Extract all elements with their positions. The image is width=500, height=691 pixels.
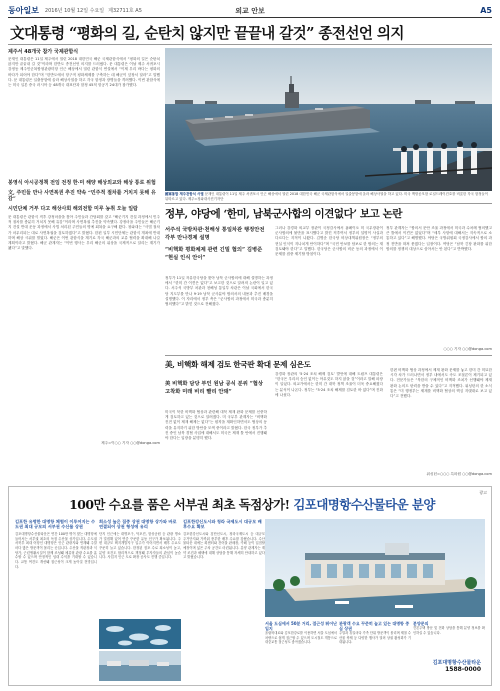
- ad-brand: 김포대명항수산물타운: [432, 660, 481, 666]
- lead-subhead-1: 봉영식 아시공정책 전임 전정 한·미 해양 해상외교와 해상 통로 위험: [8, 180, 156, 186]
- lead-body-2: 문 대통령은 관함식 직후 강정마을을 찾아 주민들과 간담회를 갖고 “해군기지 건설 과정에서 민주적 절차를 충분히 거치지 못해 유감”이라며 사면복권 추진을 약속했다. 강정마을 주민들은 해군기지 건설 반대 운동 과정에서 사법 처리된 주민들의 명예 회복을 요구해 왔다. 청와대는 “사법 절차가 마무리되는 대로 사면복권을 검토하겠다”고 밝혔다. 한편 일부 시민단체는 관함식 개최에 반대하며 해상 시위를 벌였다. 해군은 이번 관함식을 계기로 각국 해군과의 교류 협력을 확대해 나갈 계획이라고 밝혔다. 해군 관계자는 “이번 행사는 우리 해군의 위상을 국제적으로 알리는 계기가 됐다”고 말했다.: [8, 215, 160, 251]
- lead-article: [8, 48, 160, 447]
- story2-col-2: [275, 226, 383, 352]
- story3-side: [390, 368, 492, 480]
- ad-box-3: [413, 621, 485, 657]
- harbor-image: [99, 651, 181, 681]
- story2-deck-1: 서주석 국방차관·천해성 통일차관 행정안전 각부 만나경제 설명: [165, 227, 265, 241]
- story3-headline: 美, 비핵화 해제 검토 한국판 확대 문제 심은도: [165, 360, 311, 369]
- story2-headline: 정부, 야당에 ‘한미, 남북군사합의 이견없다’ 보고 논란: [165, 208, 403, 220]
- section-label: 외교 안보: [235, 6, 265, 15]
- issue-date: 2016년 10월 12일 수요일: [44, 8, 105, 14]
- story2-body-1: 정부가 11일 자유한국당을 찾아 남북 군사합의에 대해 설명하는 과정에서 “한미 간 이견은 없다”고 보고한 것으로 알려져 논란이 일고 있다. 서주석 국방부 차관과 천해성 통일부 차관은 이날 국회에서 한국당 지도부를 만나 9·19 남북 군사분야 합의서의 내용과 추진 배경을 설명했다. 이 자리에서 정부 측은 “군사합의 과정에서 미국과 충분히 협의했다”고 밝힌 것으로 전해졌다.: [165, 276, 273, 307]
- photo-caption: [165, 192, 492, 202]
- story3-reporter: 워싱턴=○○○ 특파원 ○○@donga.com: [426, 472, 492, 476]
- ad-col3-sub: 김포한강신도시와 청라 국제도시 대규모 배후수요 확보: [183, 519, 262, 530]
- story2-body-3: 정부 관계자는 “합의서 문안 조율 과정에서 미국과 수차례 협의했고 큰 틀에서 이견은 없었다”며 “세부 사항에 대해서는 지속적으로 소통하고 있다”고 해명했다. 야당은 국방위원회 국정감사에서 합의 과정 전반을 따져 묻겠다는 입장이다. 여당은 “남북 긴장 완화를 위한 합의를 정쟁의 대상으로 삼아서는 안 된다”고 반박했다.: [386, 226, 492, 251]
- lead-byline: 제주서 48개국 참가 국제관함식: [8, 49, 79, 55]
- ad-column-3: [183, 519, 265, 679]
- ad-box2-body: 주말과 휴일마다 가족 단위 방문객이 몰리며 제철 수산물 축제 등 다양한 행사가 열려 상권 활성화가 기대됩니다.: [339, 631, 411, 644]
- story3-body-1: 미국이 북한 비핵화 협상과 관련해 대북 제재 완화 문제를 신중하게 검토하고 있는 것으로 알려졌다. 미 국무부 관계자는 “비핵화 진전 없이 제재 해제는 없다”는 원칙을 재확인하면서도 협상의 동력을 유지하기 위한 방안을 모색 중이라고 밝혔다. 한국 정부가 추진 중인 남북 경협 사업에 대해서도 미국은 제재 틀 안에서 진행돼야 한다는 입장을 분명히 했다.: [165, 410, 267, 441]
- ad-col3-body: 김포한강신도시와 검단신도시, 청라국제도시 등 대규모 주거단지와 가까워 풍부한 배후 수요를 갖췄습니다. 수산물타운 내에는 회센터와 건어물 판매장, 카페 등이 입점할 예정이며 넓은 주차 공간도 마련됩니다. 분양 관계자는 계약 조건과 혜택에 대해 상담을 통해 자세히 안내하고 있다고 밝혔습니다.: [183, 531, 265, 560]
- ad-box-1: [265, 621, 337, 679]
- story2-col-3: [386, 226, 492, 346]
- ad-column-2: [99, 519, 181, 615]
- issue-edition: 제32711호 A5: [108, 8, 142, 14]
- photo-caption-text: 문재인 대통령이 11일 제주 서귀포시 인근 해상에서 열린 2018 대한민국 해군 국제관함식에서 일출봉함에 올라 해상사열을 하고 있다. 미국 핵항공모함 로널드레이건호를 비롯한 각국 함정들이 뒤따르고 있다. 제주=청와대사진기자단: [165, 192, 489, 201]
- fish-photo: [99, 619, 181, 649]
- lead-reporter: 제주=이○○ 기자 ○○@donga.com: [101, 441, 160, 445]
- ad-col1-sub: 김포한 유명한 대명항 체험이 이루어지는 수도권 최대 규모의 서부권 수산물 상권: [15, 519, 96, 530]
- newspaper-logo: 동아일보: [8, 5, 39, 15]
- story3-deck-wrap: [165, 380, 267, 396]
- ad-box3-sub: 분양문의: [413, 621, 429, 626]
- lead-body-1: 문재인 대통령은 11일 제주에서 열린 2018 대한민국 해군 국제관함식에서 “평화의 길은 순탄치 않지만 끝끝내 갈 것”이라며 한반도 종전선언 의지를 드러냈다. 문 대통령은 이날 제주 서귀포시 강정동 제주민군복합형관광미항 인근 해상에서 열린 관함식 연설에서 “이제 우리 바다는 평화의 바다가 되어야 한다”며 “한반도에서 항구적 평화체제를 구축하는 데 해군이 앞장서 달라”고 말했다. 문 대통령은 일출봉함에 올라 해상사열을 하고 각국 함정과 장병들을 격려했다. 이번 관함식에는 미국 일본 중국 러시아 등 48개국 대표단과 함정 45척 항공기 24대가 참가했다.: [8, 57, 160, 88]
- photo-caption-label: 國軍통합 제주관함식 사열: [165, 192, 204, 196]
- ad-title-2: 김포대명항수산물타운 분양: [293, 497, 435, 512]
- ad-col1-body: 김포대명항수산물타운은 연간 100만 명이 찾는 대명항에 들어서는 서부권 최초의 독점 수산물 상가입니다. 수도권 서북부 최대 어항인 대명항은 인근 관광지와 연계돼 주말마다 많은 방문객이 몰리는 곳입니다. 수산물 직판장과 식당가, 근린생활시설이 함께 조성돼 체류형 관광 수요를 흡수할 수 있으며 안정적인 임대 수익을 기대할 수 있습니다. 교통 여건도 개선돼 접근성이 크게 높아질 전망입니다.: [15, 531, 97, 569]
- story2-reporter: ○○○ 기자 ○○@donga.com: [443, 347, 492, 351]
- fish-market-building-image: [265, 519, 485, 617]
- ad-box1-body: 올림픽대로와 김포한강로를 이용하면 서울 도심에서 차량으로 쉽게 접근할 수 있으며 도시철도 개통으로 대중교통 접근성도 좋아졌습니다.: [265, 631, 337, 644]
- lead-photo: [165, 48, 492, 191]
- story2-body-2: 그러나 강경화 외교부 장관이 국정감사에서 폼페이오 미 국무장관이 군사합의에 불만을 표시했다고 밝힌 직후여서 정부의 설명이 사실과 다르다는 지적이 나왔다. 김병준 한국당 비상대책위원장은 “정부의 현실 인식이 지나치게 안이하다”며 “국민 안보를 담보로 한 합의는 재검토돼야 한다”고 말했다. 한국당은 군사합의 비준 동의 과정에서 이 문제를 집중 제기할 방침이다.: [275, 226, 383, 257]
- divider: [8, 44, 492, 45]
- ad-info-boxes: [265, 621, 485, 681]
- story3-col-1: [165, 410, 267, 480]
- aircraft-carrier-photo: [165, 48, 492, 191]
- ad-title-1: 100만 수요를 품은 서부권 최초 독점상가!: [69, 497, 290, 512]
- ad-col2-sub: 희소성 높은 집중 상권 대명항 상가와 바로 연결되어 상권 형성에 유리: [99, 519, 177, 530]
- lead-subhead-2: 文, 주민들 만나 사면복권 추진 약속 “민주적 절차를 거치지 못해 유감”: [8, 189, 156, 202]
- ad-box-2: [339, 621, 411, 679]
- lead-subhead-3: 시민단체 거부 다고 해상사회 해외전함 미루 농취 오늘 일람: [8, 205, 138, 212]
- ad-col2-body: 단지 인근에는 대명포구, 덕포진, 함상공원 등 관광 명소가 밀집해 있어 연중 꾸준한 유동 인구가 확보됩니다. 주변 대규모 택지개발지구 입주가 이어지면서 배후 수요도 꾸준히 늘고 있습니다. 한정된 점포 수로 희소성이 높고, 분양 조건도 합리적으로 책정돼 투자자들의 관심이 높습니다. 사업지 인근 도로 확장 공사도 진행 중입니다.: [99, 531, 181, 560]
- story3-side-body: 한편 비핵화 협상 과정에서 제재 완화 문제를 놓고 한미 간 미묘한 시각 차가 드러나면서 정부 내에서도 속도 조절론이 제기되고 있다. 전문가들은 “북한의 구체적인 비핵화 조치가 선행돼야 제재 완화 논의도 탄력을 받을 수 있다”고 지적했다. 워싱턴의 한 소식통은 “미 행정부는 제재를 비핵화 협상의 핵심 지렛대로 보고 있다”고 전했다.: [390, 368, 492, 399]
- harbor-photo: [99, 651, 181, 681]
- story3-col-2: [275, 372, 383, 480]
- ad-box1-sub: 서울 도심에서 50분 거리, 접근성 뛰어난 입지: [265, 621, 337, 631]
- ad-column-1: [15, 519, 97, 679]
- story3-deck: 美 비핵화 담당 부인 원남 공식 분위 “협상 고착화 미래 비리 빨리 안돼”: [165, 381, 264, 395]
- story2-deck: [165, 226, 267, 262]
- building-rendering: [265, 519, 485, 617]
- divider: [165, 203, 492, 204]
- divider: [165, 355, 492, 356]
- ad-box3-body: 견본주택 방문 및 전화 상담을 통해 분양 정보를 확인하실 수 있습니다.: [413, 626, 485, 635]
- lead-headline: 文대통령 “평화의 길, 순탄치 않지만 끝끝내 갈것” 종전선언 의지: [10, 25, 404, 42]
- story3-body-2: 강경화 장관의 ‘5·24 조치 해제 검토’ 발언에 대해 트럼프 대통령은 “한국은 우리의 승인 없이는 아무것도 하지 않을 것”이라고 말해 파장이 일었다. 외교가에서는 한미 간 대북 정책 조율이 더욱 중요해졌다는 분석이 나온다. 정부는 “5·24 조치 해제를 검토한 바 없다”며 진화에 나섰다.: [275, 372, 383, 397]
- fish-market-image: [99, 619, 181, 649]
- story2-deck-2: “비핵화 평화체제 관련 긴밀 협의” 김병준 “현실 인식 안이”: [165, 247, 263, 261]
- page-number: A5: [480, 6, 492, 15]
- ad-contact: [409, 659, 481, 679]
- story2-col-1: [165, 276, 273, 352]
- ad-box2-sub: 관광객 수요 꾸준히 늘고 있는 대명항 중심 상권: [339, 621, 410, 631]
- ad-label: 광고: [479, 490, 487, 495]
- ad-title: [19, 495, 485, 513]
- ad-phone[interactable]: 1588-0000: [445, 666, 481, 673]
- advertisement: [8, 486, 492, 686]
- masthead: [8, 4, 492, 18]
